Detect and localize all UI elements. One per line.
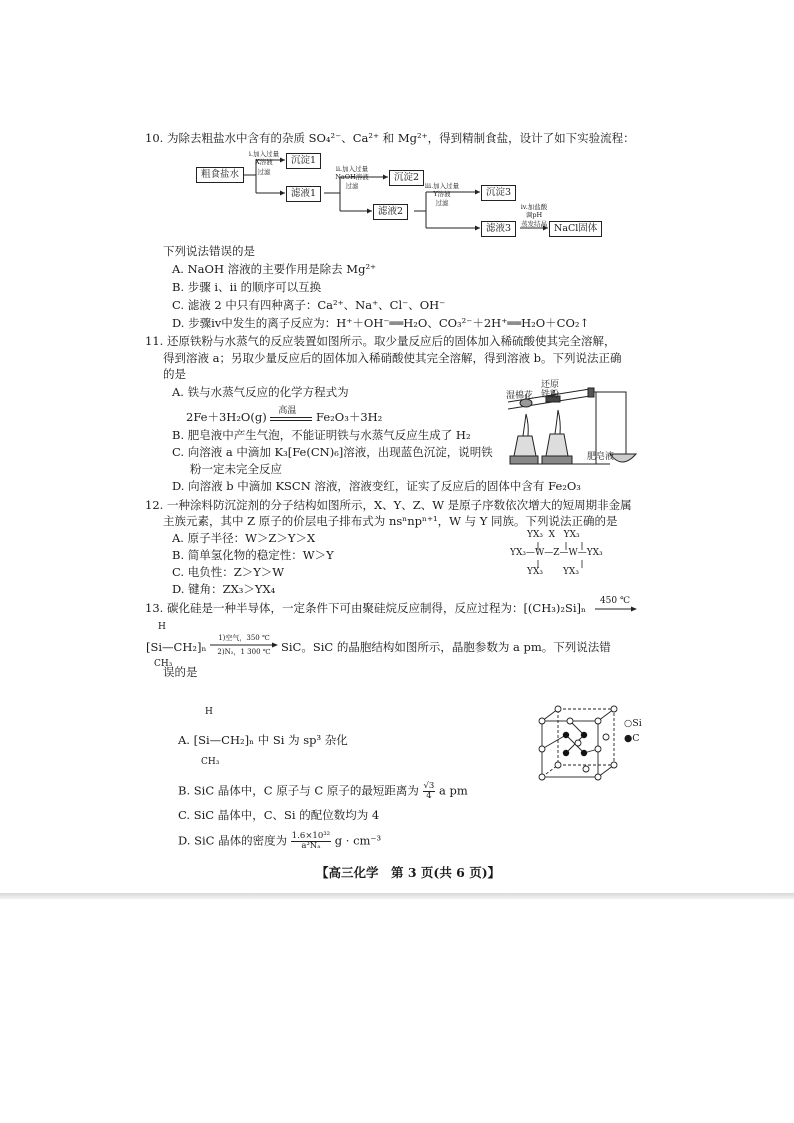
fig-label-wet-cotton: 湿棉花 [506,391,534,401]
q13-poly-h: H [158,622,166,632]
q12-option-b: B. 简单氢化物的稳定性：W＞Y [172,548,334,562]
flow-box-ppt2: 沉淀2 [389,170,424,186]
sic-unit-cell [536,705,622,785]
fig-label-soap: 肥皂液 [587,452,615,462]
q13-line2: SiC。SiC 的晶胞结构如图所示，晶胞参数为 a pm。下列说法错 [281,640,611,654]
q11-line1: 11. 还原铁粉与水蒸气的反应装置如图所示。取少量反应后的固体加入稀硫酸使其完全溶解， [145,334,616,348]
page-footer: 【高三化学 第 3 页(共 6 页)】 [316,865,501,880]
q11-option-a-equation: 2Fe＋3H₂O(g) 高温 Fe₂O₃＋3H₂ [186,406,383,424]
q13-arrow-450: 450 ℃ [595,596,637,612]
q10-option-b: B. 步骤 ⅰ、ⅱ 的顺序可以互换 [172,280,322,294]
q13-option-b: B. SiC 晶体中，C 原子与 C 原子的最短距离为 $\frac{√3}{4}$ a pm [178,781,468,801]
q10-stem: 10. 为除去粗盐水中含有的杂质 SO₄²⁻、Ca²⁺ 和 Mg²⁺，得到精制食盐，设计了如下实验流程： [145,131,635,145]
q11-option-c-cont: 粉一定未完全反应 [190,462,282,476]
flow-box-nacl: NaCl固体 [549,221,602,237]
q12-option-a: A. 原子半径：W＞Z＞Y＞X [172,531,316,545]
flow-box-ppt3: 沉淀3 [481,185,516,201]
q10-option-c: C. 滤液 2 中只有四种离子：Ca²⁺、Na⁺、Cl⁻、OH⁻ [172,298,446,312]
q13-a-poly-ch3: CH₃ [201,757,220,767]
q11-option-c: C. 向溶液 a 中滴加 K₃[Fe(CN)₆]溶液，出现蓝色沉淀，说明铁 [172,445,493,459]
q11-option-d: D. 向溶液 b 中滴加 KSCN 溶液，溶液变红，证实了反应后的固体中含有 Fe₂O₃ [172,479,581,493]
struct-mid: YX₃—W—Z—W—YX₃ [510,548,603,558]
q12-option-d: D. 键角：ZX₃＞YX₄ [172,582,276,596]
struct-top: YX₃ X YX₃ [527,530,580,540]
q13-option-c: C. SiC 晶体中，C、Si 的配位数均为 4 [178,808,380,822]
q13-a-poly-h: H [205,707,213,717]
q13-poly-main: [Si—CH₂]ₙ [146,640,207,654]
q10-option-d: D. 步骤ⅳ中发生的离子反应为：H⁺＋OH⁻══H₂O、CO₃²⁻＋2H⁺══H₂O＋CO₂↑ [172,316,590,330]
q12-line2: 主族元素，其中 Z 原子的价层电子排布式为 nsⁿnpⁿ⁺¹，W 与 Y 同族。下列说法正确的是 [163,514,618,528]
q11-line2: 得到溶液 a；另取少量反应后的固体加入稀硝酸使其完全溶解，得到溶液 b。下列说法正确 [163,351,622,365]
flow-box-filt3: 滤液3 [481,221,516,237]
q13-line3: 误的是 [163,665,198,679]
flow-step1: i.加入过量 X溶液 过滤 [248,150,280,176]
flow-box-filt2: 滤液2 [373,204,408,220]
fig-label-iron: 还原 铁粉 [541,380,560,400]
q13-option-d: D. SiC 晶体的密度为 $\frac{\text{1.6×10³²}}{\text{a³Nₐ}}$ g · cm⁻³ [178,831,382,851]
q13-option-a: A. [Si—CH₂]ₙ 中 Si 为 sp³ 杂化 [178,733,348,747]
q10-prompt: 下列说法错误的是 [163,244,255,258]
q11-option-b: B. 肥皂液中产生气泡，不能证明铁与水蒸气反应生成了 H₂ [172,428,471,442]
legend-c: ●C [624,733,640,744]
q13-poly-ch3: CH₃ [154,659,173,669]
sic-legend [624,716,642,746]
q12-option-c: C. 电负性：Z＞Y＞W [172,565,285,579]
flow-step4: iv.加盐酸 调pH 蒸发结晶 [520,203,548,228]
page-edge [0,893,794,899]
flow-box-filt1: 滤液1 [286,186,321,202]
flow-box-ppt1: 沉淀1 [286,153,321,169]
flow-step2: ii.加入过量 NaOH溶液 过滤 [335,165,369,190]
legend-si: ○Si [624,718,642,729]
flow-step3: iii.加入过量 Y溶液 过滤 [424,182,460,207]
q11-option-a: A. 铁与水蒸气反应的化学方程式为 [172,385,349,399]
q12-line1: 12. 一种涂料防沉淀剂的分子结构如图所示，X、Y、Z、W 是原子序数依次增大的短周期非金属 [145,498,632,512]
q13-arrow-conditions: 1)空气，350 ℃ 2)N₂，1 300 ℃ [210,634,278,656]
flow-box-crude: 粗食盐水 [196,167,244,183]
q13-line1: 13. 碳化硅是一种半导体，一定条件下可由聚硅烷反应制得，反应过程为：[(CH₃)₂Si]ₙ [145,601,586,615]
q11-line3: 的是 [163,367,186,381]
q10-option-a: A. NaOH 溶液的主要作用是除去 Mg²⁺ [172,262,377,276]
struct-bot: YX₃ YX₃ [527,567,579,577]
